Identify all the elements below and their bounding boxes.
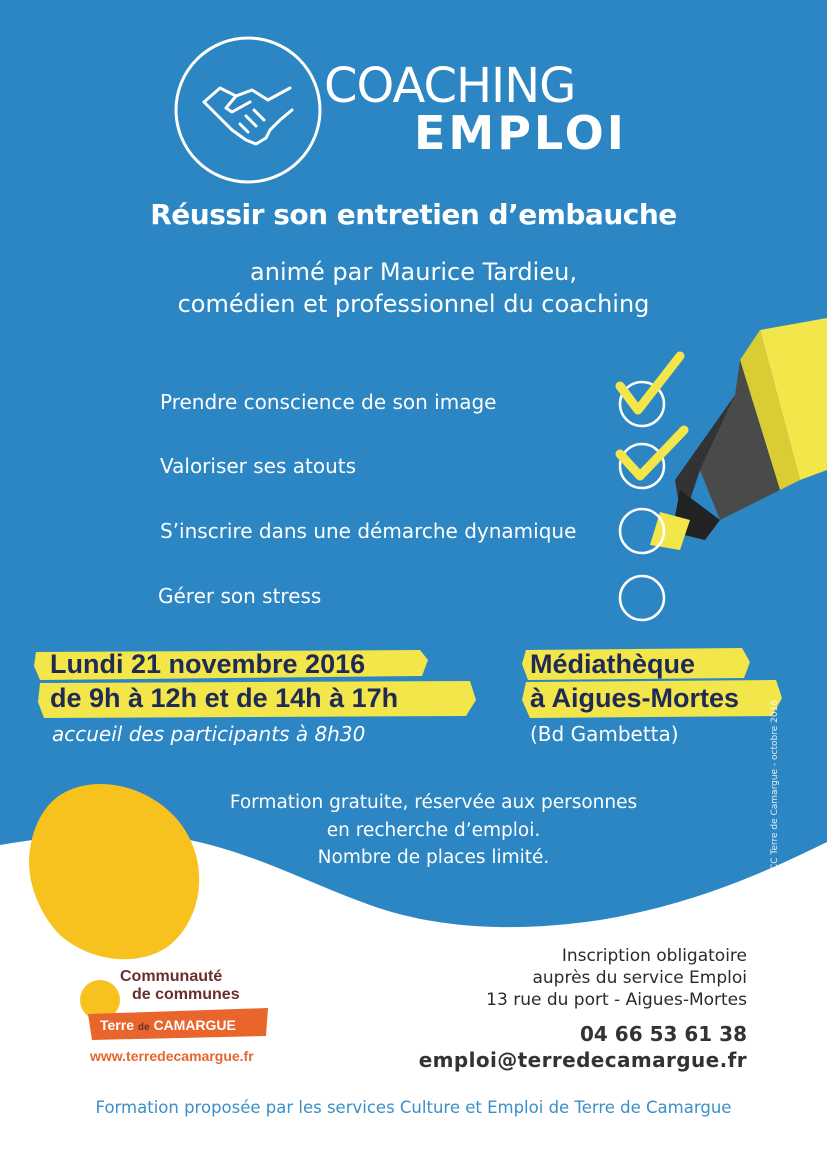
title-emploi: EMPLOI (414, 106, 627, 160)
event-date: Lundi 21 novembre 2016 (50, 649, 366, 679)
logo-terre-de-camargue (100, 1017, 236, 1033)
contact-line2: auprès du service Emploi (532, 968, 747, 988)
animator-line2: comédien et professionnel du coaching (177, 290, 650, 318)
logo-communaute: Communauté (120, 968, 223, 985)
logo-camargue: CAMARGUE (153, 1017, 236, 1033)
checklist-item-3: S’inscrire dans une démarche dynamique (160, 519, 577, 543)
event-hours: de 9h à 12h et de 14h à 17h (50, 683, 399, 713)
contact-phone: 04 66 53 61 38 (579, 1022, 747, 1046)
logo-website[interactable]: www.terredecamargue.fr (90, 1048, 254, 1064)
event-address: (Bd Gambetta) (530, 722, 679, 746)
subtitle: Réussir son entretien d’embauche (150, 198, 677, 231)
contact-line1: Inscription obligatoire (561, 946, 747, 966)
checklist-item-4: Gérer son stress (158, 584, 322, 608)
event-venue: Médiathèque (530, 649, 696, 679)
checklist-item-2: Valoriser ses atouts (160, 454, 357, 478)
event-city: à Aigues-Mortes (530, 683, 740, 713)
info-line3: Nombre de places limité. (317, 847, 550, 868)
checklist-item-1: Prendre conscience de son image (160, 390, 497, 414)
animator-line1: animé par Maurice Tardieu, (250, 258, 577, 286)
contact-line3: 13 rue du port - Aigues-Mortes (486, 990, 747, 1010)
title-coaching: COACHING (324, 58, 576, 114)
logo-terre: Terre (100, 1017, 134, 1033)
logo-de: de (137, 1022, 150, 1033)
logo-de-communes: de communes (132, 986, 240, 1003)
info-line2: en recherche d’emploi. (326, 820, 541, 841)
contact-email[interactable]: emploi@terredecamargue.fr (418, 1048, 747, 1072)
info-line1: Formation gratuite, réservée aux personnes (229, 792, 638, 813)
event-welcome: accueil des participants à 8h30 (52, 722, 366, 746)
credit-text: CC Terre de Camargue - octobre 2016 (770, 699, 780, 870)
footer-text: Formation proposée par les services Culture et Emploi de Terre de Camargue (95, 1098, 732, 1117)
